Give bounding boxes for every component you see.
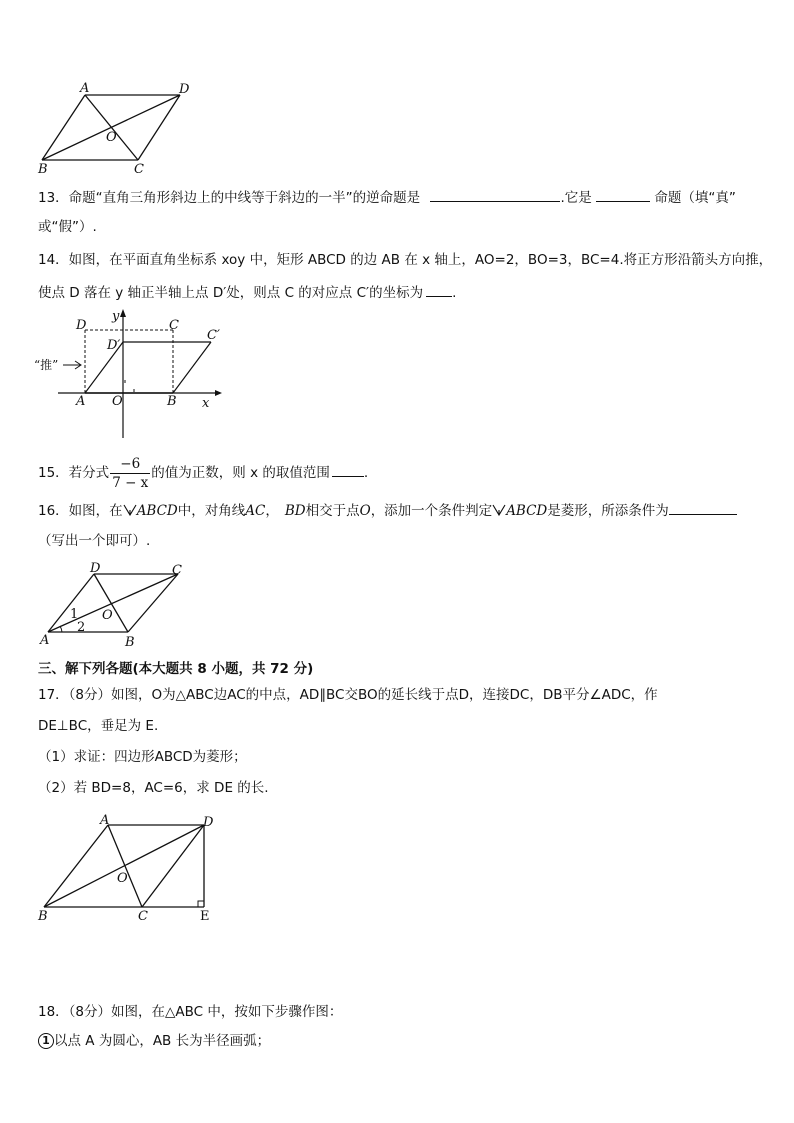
label-A: A <box>80 81 90 96</box>
label-D: D <box>90 561 101 576</box>
label-A: A <box>100 813 110 828</box>
label-O: O <box>112 394 123 409</box>
q17-line1: 17．（8分）如图，O为△ABC边AC的中点，AD∥BC交BO的延长线于点D，连接DC，DB平分∠ADC，作 <box>38 687 658 703</box>
q13-answer-blank-2[interactable] <box>596 187 650 202</box>
label-C: C <box>134 162 144 175</box>
label-E: E <box>200 909 210 924</box>
label-C-prime: C′ <box>207 328 220 343</box>
q16-line2: （写出一个即可）. <box>38 533 151 549</box>
q16-line1: 16．如图，在 ABCD中，对角线AC， BD相交于点O，添加一个条件判定 ABCD是菱形，所添条件为 <box>38 500 737 520</box>
label-C: C <box>172 563 182 578</box>
figure-q12-parallelogram <box>30 80 200 175</box>
parallelogram-symbol-icon <box>492 504 506 516</box>
q17-line2: DE⊥BC，垂足为 E. <box>38 718 159 734</box>
label-C: C <box>169 318 179 333</box>
label-D: D <box>179 82 190 97</box>
label-A: A <box>40 633 50 648</box>
label-B: B <box>167 394 177 409</box>
label-O: O <box>102 608 113 623</box>
q16-answer-blank[interactable] <box>669 500 737 515</box>
q18-line1: 18．（8分）如图，在△ABC 中，按如下步骤作图： <box>38 1004 343 1020</box>
label-angle-1: 1 <box>70 607 79 622</box>
figure-q14-coordinate-plane <box>30 305 230 440</box>
label-push: “推” <box>34 358 59 372</box>
label-x: x <box>202 396 210 411</box>
q14-line1: 14．如图，在平面直角坐标系 xoy 中，矩形 ABCD 的边 AB 在 x 轴上，AO=2，BO=3，BC=4.将正方形沿箭头方向推， <box>38 252 773 268</box>
q17-part2: （2）若 BD=8，AC=6，求 DE 的长. <box>38 780 269 796</box>
q14-line2: 使点 D 落在 y 轴正半轴上点 D′处，则点 C 的对应点 C′的坐标为 . <box>38 282 456 302</box>
label-A: A <box>76 394 86 409</box>
q13-answer-blank-1[interactable] <box>430 187 560 202</box>
q14-answer-blank[interactable] <box>426 282 452 297</box>
label-B: B <box>125 635 135 650</box>
q15-fraction: $\frac{-6}{7 - x}$ <box>112 455 149 491</box>
label-D: D <box>203 815 214 830</box>
q17-part1: （1）求证：四边形ABCD为菱形； <box>38 749 247 765</box>
label-D: D <box>76 318 87 333</box>
q18-step1: 1 以点 A 为圆心，AB 长为半径画弧； <box>38 1032 270 1050</box>
label-B: B <box>38 909 48 924</box>
parallelogram-symbol-icon <box>123 504 137 516</box>
figure-q17-rhombus <box>30 810 230 925</box>
label-O: O <box>106 130 117 145</box>
section-heading: 三、解下列各题(本大题共 8 小题，共 72 分) <box>38 661 314 677</box>
q15-line: 15．若分式 $\frac{-6}{7 - x}$ 的值为正数，则 x 的取值范围 . <box>38 455 369 491</box>
q13-line2: 或“假”）. <box>38 219 97 235</box>
label-D-prime: D′ <box>107 338 121 353</box>
label-angle-2: 2 <box>77 620 86 635</box>
figure-q16-parallelogram <box>32 560 192 650</box>
q13-line1: 13．命题“直角三角形斜边上的中线等于斜边的一半”的逆命题是 .它是 命题（填“真” <box>38 187 736 207</box>
q15-answer-blank[interactable] <box>332 462 364 477</box>
label-y: y <box>112 309 120 324</box>
label-O: O <box>117 871 128 886</box>
step-number-badge: 1 <box>38 1033 54 1049</box>
label-C: C <box>138 909 148 924</box>
label-B: B <box>38 162 48 175</box>
